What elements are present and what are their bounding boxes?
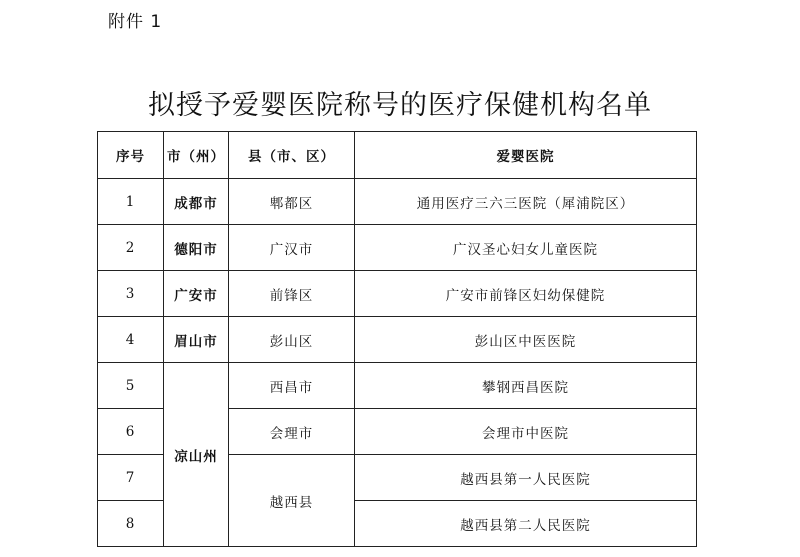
row-seq: 7 [98, 455, 164, 501]
row-city: 广安市 [164, 271, 229, 317]
header-seq: 序号 [98, 132, 164, 179]
row-hospital: 越西县第一人民医院 [355, 455, 697, 501]
row-hospital: 广安市前锋区妇幼保健院 [355, 271, 697, 317]
row-city: 德阳市 [164, 225, 229, 271]
row-city: 眉山市 [164, 317, 229, 363]
hospital-list-table [97, 131, 697, 547]
document-title: 拟授予爱婴医院称号的医疗保健机构名单 [148, 90, 652, 121]
row-seq: 3 [98, 271, 164, 317]
header-city: 市（州） [164, 132, 229, 179]
row-seq: 1 [98, 179, 164, 225]
row-hospital: 通用医疗三六三医院（犀浦院区） [355, 179, 697, 225]
row-county: 彭山区 [229, 317, 355, 363]
row-county-merged: 越西县 [229, 455, 355, 547]
row-hospital: 会理市中医院 [355, 409, 697, 455]
row-county: 广汉市 [229, 225, 355, 271]
row-seq: 4 [98, 317, 164, 363]
row-seq: 5 [98, 363, 164, 409]
row-hospital: 广汉圣心妇女儿童医院 [355, 225, 697, 271]
row-county: 西昌市 [229, 363, 355, 409]
table-row [98, 363, 697, 409]
row-county: 会理市 [229, 409, 355, 455]
row-hospital: 彭山区中医医院 [355, 317, 697, 363]
row-city-merged: 凉山州 [164, 363, 229, 547]
table-header-row [98, 132, 697, 179]
header-county: 县（市、区） [229, 132, 355, 179]
row-seq: 6 [98, 409, 164, 455]
row-hospital: 攀钢西昌医院 [355, 363, 697, 409]
table-row [98, 271, 697, 317]
attachment-label: 附件 1 [108, 12, 163, 32]
row-county: 前锋区 [229, 271, 355, 317]
row-city: 成都市 [164, 179, 229, 225]
header-hospital: 爱婴医院 [355, 132, 697, 179]
row-seq: 8 [98, 501, 164, 547]
table-row [98, 179, 697, 225]
row-seq: 2 [98, 225, 164, 271]
table-row [98, 317, 697, 363]
table-row [98, 225, 697, 271]
row-county: 郫都区 [229, 179, 355, 225]
row-hospital: 越西县第二人民医院 [355, 501, 697, 547]
